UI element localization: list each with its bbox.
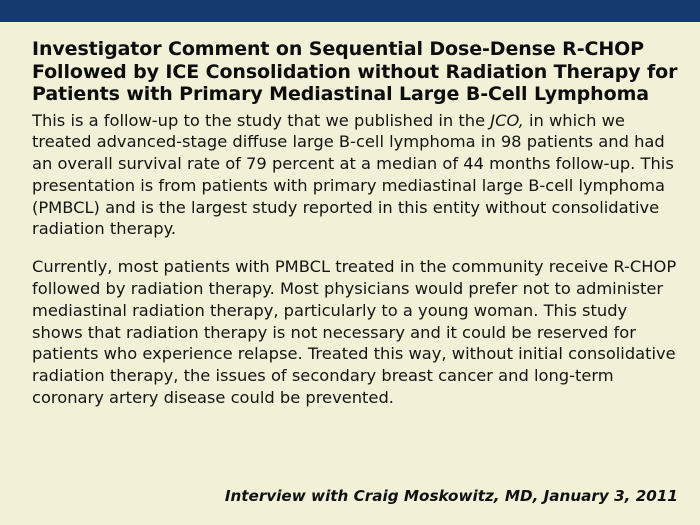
paragraph-clinical-practice: Currently, most patients with PMBCL treated in the community receive R-CHOP followed by radiation therapy. Most physicians would prefer not to administer mediastinal radiation therapy, particularly to a young woman. This study shows that radiation therapy is not necessary and it could be reserved for patients who experience relapse. Treated this way, without initial consolidative radiation therapy, the issues of secondary breast cancer and long-term coronary artery disease could be prevented. [32, 257, 677, 408]
paragraph-1-text-end: in which we treated advanced-stage diffuse large B-cell lymphoma in 98 patients and had an overall survival rate of 79 percent at a median of 44 months follow-up. This presentation is from patients with primary mediastinal large B-cell lymphoma (PMBCL) and is the largest study reported in this entity without consolidative radiation therapy. [32, 110, 674, 239]
journal-name-italic: JCO, [490, 110, 524, 130]
top-banner-bar [0, 0, 700, 22]
slide-content [32, 38, 682, 409]
interview-attribution: Interview with Craig Moskowitz, MD, January 3, 2011 [224, 487, 678, 505]
paragraph-study-summary [32, 110, 682, 241]
slide-title: Investigator Comment on Sequential Dose-Dense R-CHOP Followed by ICE Consolidation without Radiation Therapy for Patients with Primary Mediastinal Large B-Cell Lymphoma [32, 38, 678, 105]
paragraph-1-text-start: This is a follow-up to the study that we published in the [32, 110, 491, 130]
